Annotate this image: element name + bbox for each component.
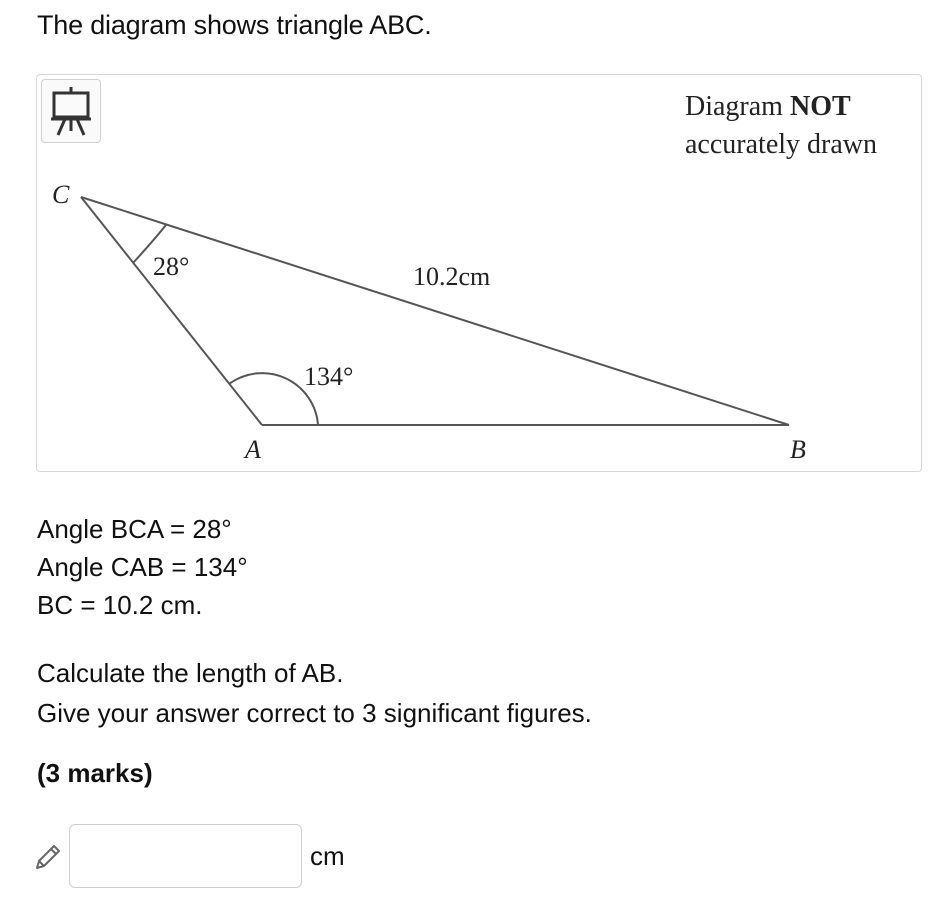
angle-a-label: 134° xyxy=(304,362,354,391)
answer-unit-label: cm xyxy=(310,841,345,871)
pencil-icon xyxy=(33,842,63,872)
vertex-c-label: C xyxy=(52,180,70,209)
given-side-bc: BC = 10.2 cm. xyxy=(37,590,203,620)
given-angle-bca: Angle BCA = 28° xyxy=(37,514,232,544)
side-bc-label: 10.2cm xyxy=(413,262,491,291)
given-angle-cab: Angle CAB = 134° xyxy=(37,552,248,582)
instruction-sig-figs: Give your answer correct to 3 significant figures. xyxy=(37,698,592,728)
given-values xyxy=(37,510,248,624)
answer-input[interactable] xyxy=(69,824,302,888)
side-ca xyxy=(81,197,262,425)
diagram-note-line1: Diagram NOT xyxy=(685,91,851,122)
angle-c-label: 28° xyxy=(153,252,190,281)
whiteboard-tool-button[interactable] xyxy=(41,79,101,143)
vertex-b-label: B xyxy=(790,435,806,464)
question-intro: The diagram shows triangle ABC. xyxy=(37,10,432,40)
instruction-calculate: Calculate the length of AB. xyxy=(37,658,344,688)
triangle-diagram xyxy=(37,75,921,471)
marks-label: (3 marks) xyxy=(37,758,153,788)
vertex-a-label: A xyxy=(245,435,261,464)
diagram-note-line2: accurately drawn xyxy=(685,129,877,160)
easel-icon xyxy=(48,84,94,138)
diagram-panel xyxy=(36,74,922,472)
side-cb xyxy=(81,197,789,425)
question-instructions xyxy=(37,653,592,733)
